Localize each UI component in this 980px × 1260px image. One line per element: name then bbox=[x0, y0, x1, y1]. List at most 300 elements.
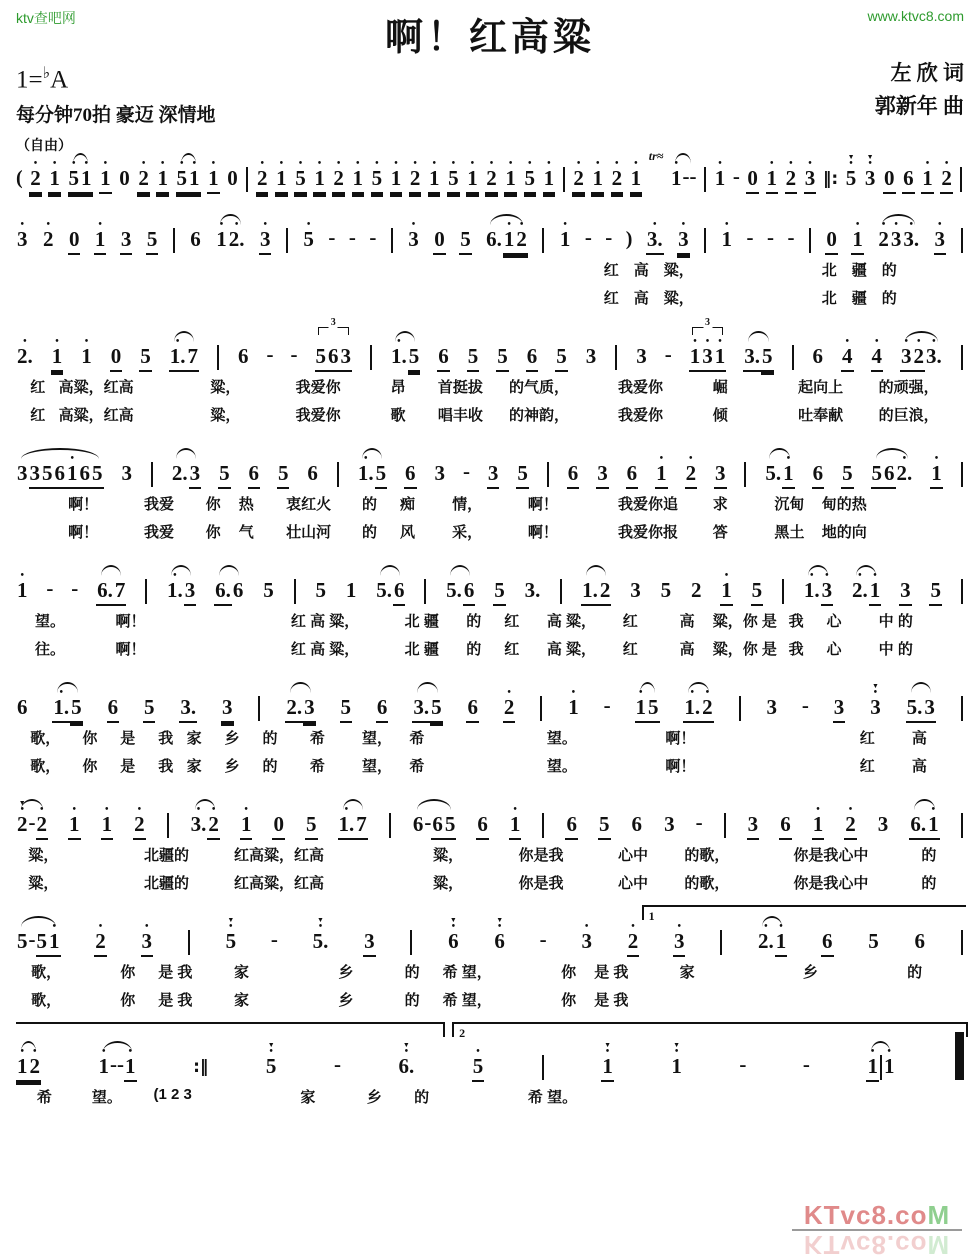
note-glyph: 5 bbox=[556, 344, 567, 369]
note bbox=[226, 152, 239, 192]
watermark-text bbox=[792, 1202, 962, 1228]
note-glyph: 6 bbox=[412, 812, 424, 837]
note bbox=[883, 447, 896, 487]
note-marks bbox=[634, 152, 638, 170]
notes-row bbox=[16, 1032, 964, 1080]
note bbox=[720, 564, 733, 604]
octave-dot: • bbox=[508, 158, 513, 170]
lyric-syllable: 红 高 粱， bbox=[290, 613, 360, 631]
note-marks bbox=[128, 1040, 133, 1058]
lyric-syllable: 的巨浪， bbox=[878, 407, 939, 425]
note-glyph: 1 bbox=[543, 166, 555, 191]
note-glyph: 3. bbox=[524, 578, 541, 603]
lyrics-line bbox=[16, 253, 964, 281]
note bbox=[516, 447, 529, 487]
note bbox=[94, 915, 107, 955]
note bbox=[91, 447, 104, 487]
note-glyph: 1. bbox=[803, 578, 820, 603]
octave-dot: • bbox=[298, 158, 303, 170]
note bbox=[663, 798, 676, 838]
note-marks bbox=[211, 798, 216, 816]
octave-dot: • bbox=[137, 804, 142, 816]
duration-dash: - bbox=[333, 1052, 341, 1077]
slur-arc bbox=[98, 1040, 137, 1080]
note bbox=[259, 213, 272, 253]
note bbox=[16, 213, 29, 253]
note-marks bbox=[306, 213, 311, 231]
note-glyph: 5 bbox=[497, 344, 508, 369]
octave-dot: • bbox=[868, 158, 872, 170]
note-glyph: 5 bbox=[68, 166, 79, 191]
note-glyph: 5 bbox=[431, 695, 442, 720]
octave-dot: • bbox=[858, 570, 862, 582]
lyric-syllable: 高 粱， bbox=[546, 613, 597, 631]
lyric-syllable: 啊！ bbox=[68, 524, 99, 542]
note-marks bbox=[507, 213, 511, 231]
lyric-syllable: 希 望。 bbox=[527, 1089, 578, 1107]
lyric-syllable: 的 bbox=[262, 758, 278, 776]
note bbox=[524, 564, 542, 604]
barline bbox=[560, 579, 562, 604]
note-marks bbox=[519, 213, 524, 231]
note-marks bbox=[870, 1040, 875, 1058]
note bbox=[689, 330, 702, 370]
note bbox=[248, 447, 261, 487]
slur-arc bbox=[68, 152, 93, 192]
barline bbox=[217, 345, 219, 370]
slur-arc bbox=[412, 681, 442, 721]
lyric-syllable: 心中 bbox=[617, 875, 648, 893]
duration-dash: - bbox=[290, 342, 298, 367]
barline bbox=[188, 930, 190, 955]
note bbox=[906, 681, 924, 721]
note bbox=[833, 681, 846, 721]
note-glyph: 6 bbox=[307, 461, 318, 486]
lyric-syllable: 是 我 bbox=[158, 992, 193, 1010]
note-glyph: 7 bbox=[114, 578, 126, 603]
note bbox=[775, 915, 788, 955]
note bbox=[225, 915, 238, 955]
volta-bracket bbox=[642, 905, 966, 924]
octave-dot: • bbox=[279, 158, 284, 170]
duration-dash: - bbox=[682, 164, 690, 189]
note-glyph: 2. bbox=[896, 461, 913, 486]
note bbox=[585, 330, 598, 370]
note-glyph: 2 bbox=[685, 461, 697, 486]
slur-arc bbox=[338, 798, 368, 838]
note-marks bbox=[909, 213, 913, 231]
barline bbox=[151, 462, 153, 487]
triplet-bracket bbox=[315, 317, 353, 370]
note bbox=[782, 447, 795, 487]
note-glyph: 1 bbox=[51, 344, 63, 369]
note bbox=[877, 213, 890, 253]
accent-mark: ▼ bbox=[227, 916, 235, 925]
barline bbox=[704, 228, 706, 253]
watermark-m: M bbox=[927, 1200, 951, 1230]
octave-dot: • bbox=[874, 336, 879, 348]
note-glyph: 5 bbox=[92, 461, 103, 486]
note-glyph: 1 bbox=[428, 166, 440, 191]
note bbox=[189, 213, 202, 253]
note-marks bbox=[317, 915, 324, 933]
note bbox=[179, 681, 197, 721]
lyric-syllable: 希 bbox=[309, 730, 325, 748]
lyric-syllable: 乡 bbox=[224, 730, 240, 748]
lyric-syllable: 你 bbox=[120, 992, 136, 1010]
lyric-syllable: 崛 bbox=[712, 379, 728, 397]
note-glyph: 0 bbox=[119, 166, 130, 191]
note bbox=[803, 564, 821, 604]
duration-dash: - bbox=[664, 342, 672, 367]
note-marks bbox=[70, 447, 74, 465]
barline bbox=[792, 345, 794, 370]
note-glyph: 5 bbox=[315, 344, 326, 369]
note-marks bbox=[173, 564, 177, 582]
slur-arc bbox=[581, 564, 611, 604]
note-glyph: 5 bbox=[42, 461, 53, 486]
octave-dot: • bbox=[33, 158, 38, 170]
note bbox=[670, 152, 683, 192]
note-glyph: 2 bbox=[208, 812, 219, 837]
octave-dot: • bbox=[909, 219, 913, 231]
note-glyph: 5 bbox=[472, 1054, 484, 1079]
note bbox=[757, 915, 775, 955]
lyric-syllable: 红 bbox=[30, 407, 46, 425]
note bbox=[565, 798, 578, 838]
octave-dot: • bbox=[470, 158, 475, 170]
note bbox=[141, 915, 154, 955]
note-marks bbox=[881, 213, 886, 231]
note bbox=[927, 798, 940, 838]
note-glyph: 2 bbox=[516, 227, 527, 252]
note bbox=[313, 152, 326, 192]
lyric-syllable: 乡 bbox=[366, 1089, 382, 1107]
octave-dot: • bbox=[52, 921, 56, 933]
lyricist: 左 欣 词 bbox=[890, 61, 964, 85]
slur-arc bbox=[412, 798, 457, 838]
lyric-syllable: 歌， bbox=[31, 964, 62, 982]
note-glyph: 6. bbox=[486, 227, 502, 252]
note-glyph: 5 bbox=[306, 812, 317, 837]
note-glyph: 3 bbox=[630, 578, 641, 603]
barline bbox=[961, 813, 963, 838]
note-glyph: 6 bbox=[54, 461, 65, 486]
duration-dash: - bbox=[266, 342, 274, 367]
note-glyph: 1. bbox=[684, 695, 701, 720]
note-glyph: 1 bbox=[721, 227, 733, 252]
note-marks bbox=[508, 152, 513, 170]
note bbox=[761, 330, 774, 370]
duration-dash: - bbox=[369, 225, 377, 250]
note bbox=[214, 564, 232, 604]
note-glyph: 5. bbox=[906, 695, 923, 720]
note-glyph: 5 bbox=[340, 695, 351, 720]
note-glyph: 5 bbox=[871, 461, 883, 486]
music-system bbox=[16, 558, 964, 660]
lyric-syllable: 红 高 粱， bbox=[290, 641, 360, 659]
note-glyph: 3 bbox=[29, 461, 40, 486]
lyric-syllable: 乡 bbox=[338, 992, 354, 1010]
note-glyph: 6 bbox=[903, 166, 914, 191]
octave-dot: • bbox=[674, 1046, 679, 1058]
note-glyph: 6 bbox=[526, 344, 538, 369]
note bbox=[503, 213, 516, 253]
note bbox=[29, 447, 42, 487]
octave-dot: • bbox=[20, 219, 24, 231]
duration-dash: - bbox=[787, 225, 795, 250]
volta-bracket bbox=[452, 1022, 968, 1041]
slur-arc bbox=[16, 798, 48, 838]
note-glyph: 1 bbox=[314, 166, 325, 191]
note bbox=[36, 915, 49, 955]
accent-mark: ▼ bbox=[604, 1041, 612, 1050]
note bbox=[779, 798, 792, 838]
note-glyph: 1 bbox=[216, 227, 227, 252]
lyric-syllable: 啊！ bbox=[527, 496, 558, 514]
note bbox=[466, 681, 479, 721]
octave-dot: • bbox=[196, 804, 201, 816]
slur-arc bbox=[375, 564, 405, 604]
note-glyph: 3 bbox=[715, 461, 726, 486]
note-glyph: 2. bbox=[17, 344, 33, 369]
note bbox=[921, 152, 934, 192]
octave-dot: • bbox=[873, 687, 878, 699]
note bbox=[883, 1040, 896, 1080]
note bbox=[68, 798, 81, 838]
lyric-syllable: 啊！ bbox=[665, 730, 696, 748]
note-glyph: 5 bbox=[762, 344, 773, 369]
note-glyph: 2 bbox=[941, 166, 952, 191]
note-glyph: 1 bbox=[869, 578, 881, 603]
lyric-syllable: 啊！ bbox=[665, 758, 696, 776]
note-glyph: 1 bbox=[883, 1054, 895, 1079]
barline bbox=[563, 167, 565, 192]
note-glyph: 1 bbox=[775, 929, 787, 954]
lyric-syllable: 歌， bbox=[31, 992, 62, 1010]
notes-row bbox=[16, 798, 964, 838]
parenthesis: ( bbox=[16, 167, 23, 190]
note bbox=[80, 330, 93, 370]
note bbox=[315, 330, 328, 370]
note-glyph: 2. bbox=[758, 929, 774, 954]
octave-dot: • bbox=[432, 158, 436, 170]
note bbox=[567, 447, 580, 487]
note-glyph: 5. bbox=[765, 461, 782, 486]
duration-dash: - bbox=[539, 927, 547, 952]
note-glyph: 6 bbox=[812, 344, 823, 369]
tempo-marking: 每分钟70拍 豪迈 深情地 bbox=[16, 105, 216, 127]
note bbox=[631, 798, 644, 838]
note-marks bbox=[145, 915, 149, 933]
note bbox=[690, 564, 703, 604]
note-glyph: 2 bbox=[17, 812, 28, 837]
note bbox=[934, 213, 947, 253]
note-glyph: 0 bbox=[110, 344, 122, 369]
note bbox=[166, 564, 184, 604]
note-glyph: 1 bbox=[81, 344, 92, 369]
note-marks bbox=[260, 152, 264, 170]
note-glyph: 3 bbox=[678, 227, 689, 252]
note-marks bbox=[904, 330, 908, 348]
lyric-syllable: 我爱 bbox=[143, 524, 174, 542]
note-glyph: 5 bbox=[494, 578, 505, 603]
lyric-syllable: 红 bbox=[859, 758, 875, 776]
note-glyph: 1 bbox=[81, 166, 92, 191]
note-glyph: 6. bbox=[215, 578, 231, 603]
note bbox=[275, 152, 288, 192]
note-glyph: 6 bbox=[822, 929, 833, 954]
lyric-syllable: 是 bbox=[120, 758, 136, 776]
note-glyph: 1. bbox=[357, 461, 374, 486]
note-glyph: 2. bbox=[171, 461, 188, 486]
note bbox=[580, 915, 593, 955]
barline bbox=[547, 462, 549, 487]
lyric-syllable: 家 bbox=[300, 1089, 316, 1107]
repeat-barline: ‖: bbox=[822, 169, 839, 190]
note-marks bbox=[705, 330, 710, 348]
note bbox=[376, 681, 389, 721]
lyrics-line bbox=[16, 721, 964, 749]
octave-dot: • bbox=[563, 219, 567, 231]
note-glyph: 2. bbox=[851, 578, 868, 603]
lyric-syllable: 是 我 bbox=[594, 964, 629, 982]
note bbox=[629, 564, 642, 604]
note bbox=[714, 330, 727, 370]
note bbox=[190, 798, 208, 838]
lyric-syllable: 望。 bbox=[91, 1089, 122, 1107]
octave-dot: • bbox=[363, 453, 368, 465]
note bbox=[581, 564, 599, 604]
lyric-syllable: 你 bbox=[205, 496, 221, 514]
note-glyph: 4 bbox=[871, 344, 882, 369]
note-marks bbox=[615, 152, 619, 170]
note-glyph: 0 bbox=[747, 166, 758, 191]
note-marks bbox=[808, 152, 812, 170]
note bbox=[428, 152, 441, 192]
note-marks bbox=[725, 213, 729, 231]
note-glyph: 3 bbox=[924, 695, 935, 720]
lyric-syllable: (1 2 3 bbox=[153, 1086, 192, 1104]
note-glyph: 6 bbox=[567, 461, 579, 486]
notes-row bbox=[16, 149, 964, 192]
lyric-syllable: 的 bbox=[907, 964, 923, 982]
octave-dot: • bbox=[571, 687, 576, 699]
note bbox=[16, 681, 29, 721]
lyric-syllable: 乡 bbox=[802, 964, 818, 982]
lyric-syllable: 我 bbox=[788, 613, 804, 631]
note bbox=[871, 447, 884, 487]
lyric-syllable: 粱， bbox=[210, 407, 241, 425]
lyric-syllable: 答 bbox=[712, 524, 728, 542]
note-glyph: 3 bbox=[804, 166, 816, 191]
octave-dot: • bbox=[595, 158, 600, 170]
note-glyph: 3 bbox=[141, 929, 153, 954]
lyric-syllable: 红 bbox=[504, 641, 520, 659]
note bbox=[909, 798, 927, 838]
note bbox=[851, 564, 869, 604]
lyric-syllable: 红 bbox=[30, 379, 46, 397]
note-glyph: 6 bbox=[328, 344, 339, 369]
note-glyph: 6 bbox=[467, 695, 478, 720]
duration-dash: - bbox=[603, 693, 611, 718]
note-glyph: 3 bbox=[900, 578, 911, 603]
barline bbox=[389, 813, 391, 838]
note-glyph: 3 bbox=[585, 344, 597, 369]
octave-dot: • bbox=[84, 158, 88, 170]
note-glyph: 1. bbox=[391, 344, 407, 369]
octave-dot: • bbox=[141, 158, 146, 170]
note-marks bbox=[23, 330, 27, 348]
note-glyph: 1 bbox=[67, 461, 78, 486]
note-glyph: 5 bbox=[448, 166, 459, 191]
note-marks bbox=[20, 564, 24, 582]
note-marks bbox=[925, 152, 930, 170]
lyrics-line bbox=[16, 398, 964, 426]
note-marks bbox=[470, 152, 475, 170]
final-barline bbox=[955, 1032, 964, 1080]
note bbox=[902, 152, 915, 192]
duration-dash: - bbox=[746, 225, 754, 250]
note-glyph: 1 bbox=[559, 227, 571, 252]
note-glyph: 1 bbox=[812, 812, 824, 837]
note bbox=[312, 915, 330, 955]
lyric-syllable: 昂 bbox=[390, 379, 406, 397]
octave-dot: • bbox=[705, 687, 710, 699]
note bbox=[404, 447, 417, 487]
lyric-syllable: 是 bbox=[120, 730, 136, 748]
note bbox=[845, 152, 858, 192]
lyric-syllable: 红高粱，红高 bbox=[234, 875, 325, 893]
barline bbox=[961, 228, 963, 253]
duration-dash: - bbox=[328, 225, 336, 250]
lyric-syllable: 的气质， bbox=[508, 379, 569, 397]
note bbox=[345, 564, 358, 604]
slur-arc bbox=[906, 681, 936, 721]
note-glyph: 6 bbox=[812, 461, 824, 486]
note-glyph: 3. bbox=[190, 812, 207, 837]
note-glyph: 3 bbox=[747, 812, 759, 837]
note bbox=[285, 681, 303, 721]
duration-dash: - bbox=[424, 810, 432, 835]
note-marks bbox=[298, 152, 303, 170]
note bbox=[509, 798, 522, 838]
note-glyph: 2 bbox=[785, 166, 797, 191]
octave-dot: • bbox=[916, 336, 921, 348]
lyric-syllable: 家 bbox=[186, 730, 202, 748]
note bbox=[139, 330, 152, 370]
lyric-syllable: 家 bbox=[234, 992, 250, 1010]
note bbox=[143, 681, 156, 721]
parenthesis: ) bbox=[625, 228, 633, 251]
octave-dot: • bbox=[789, 158, 793, 170]
note bbox=[877, 798, 890, 838]
octave-dot: • bbox=[681, 219, 686, 231]
octave-dot: • bbox=[411, 219, 416, 231]
note-glyph: 6 bbox=[376, 695, 388, 720]
note-glyph: 5 bbox=[219, 461, 230, 486]
lyric-syllable: 的 bbox=[262, 730, 278, 748]
barline bbox=[145, 579, 147, 604]
note-glyph: 5. bbox=[376, 578, 392, 603]
octave-dot: • bbox=[394, 158, 398, 170]
slur-arc bbox=[803, 564, 833, 604]
lyric-syllable: 啊！ bbox=[115, 641, 146, 659]
note-marks bbox=[402, 1040, 410, 1058]
lyrics-line bbox=[16, 838, 964, 866]
note-marks bbox=[219, 213, 224, 231]
barline bbox=[337, 462, 339, 487]
